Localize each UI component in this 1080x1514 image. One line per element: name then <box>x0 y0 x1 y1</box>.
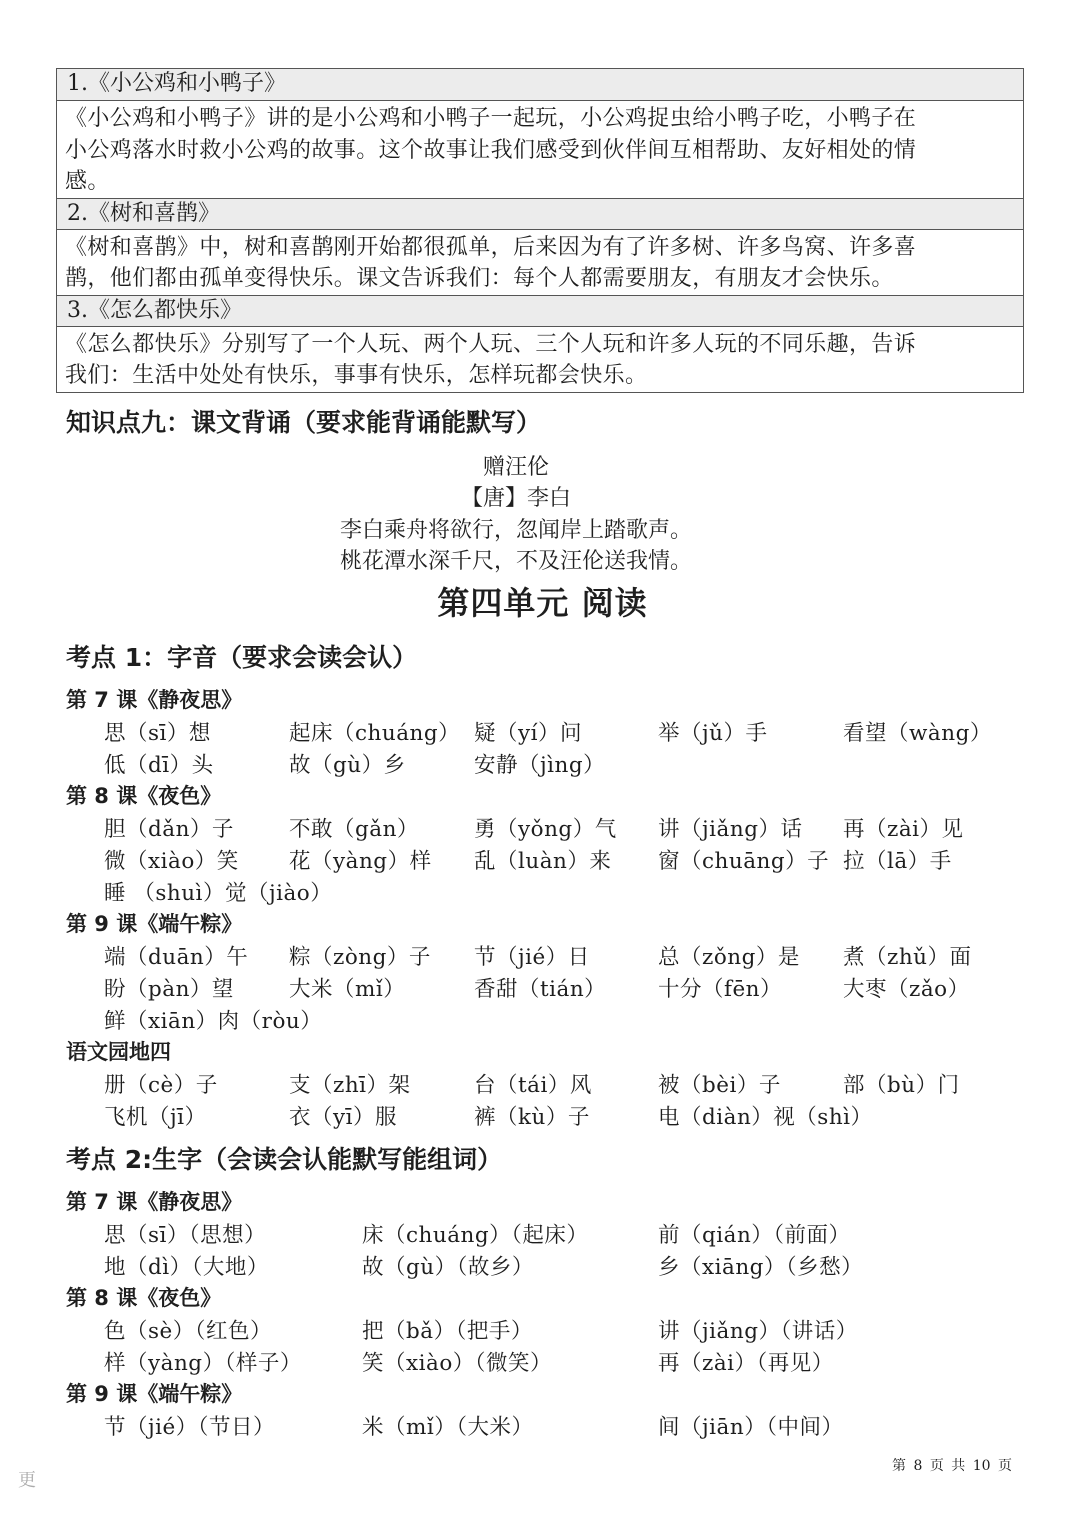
word-item: 安静（jìng） <box>474 753 606 778</box>
word-item: 故（gù）（故乡） <box>362 1255 534 1280</box>
word-item: 拉（lā）手 <box>843 849 952 874</box>
word-item: 香甜（tián） <box>474 977 607 1002</box>
kaodian-2-heading: 考点 2:生字（会读会认能默写能组词） <box>66 1145 503 1174</box>
word-item: 端（duān）午 <box>104 945 249 970</box>
word-item: 节（jié）日 <box>474 945 590 970</box>
word-item: 微（xiào）笑 <box>104 849 239 874</box>
lesson-title: 第 8 课《夜色》 <box>66 784 222 808</box>
poem-author: 【唐】李白 <box>460 486 571 511</box>
word-item: 故（gù）乡 <box>289 753 406 778</box>
word-item: 低（dī）头 <box>104 753 214 778</box>
lesson-title: 第 9 课《端午粽》 <box>66 912 243 936</box>
table-body-2: 《树和喜鹊》中，树和喜鹊刚开始都很孤单，后来因为有了许多树、许多鸟窝、许多喜 鹊，他们都由孤单变得快乐。课文告诉我们：每个人都需要朋友，有朋友才会快乐。 <box>57 229 1023 295</box>
word-item: 睡 （shuì）觉（jiào） <box>104 881 333 906</box>
word-item: 大米（mǐ） <box>289 977 406 1002</box>
lesson-title: 语文园地四 <box>66 1040 171 1064</box>
word-item: 色（sè）（红色） <box>104 1319 273 1344</box>
table-header-3: 3.《怎么都快乐》 <box>57 295 1023 326</box>
word-item: 思（sī）（思想） <box>104 1223 267 1248</box>
word-item: 大枣（zǎo） <box>843 977 970 1002</box>
word-item: 起床（chuáng） <box>289 721 461 746</box>
word-item: 衣（yī）服 <box>289 1105 398 1130</box>
word-item: 节（jié）（节日） <box>104 1415 276 1440</box>
word-item: 勇（yǒng）气 <box>474 817 617 842</box>
word-item: 盼（pàn）望 <box>104 977 234 1002</box>
word-item: 部（bù）门 <box>843 1073 960 1098</box>
word-item: 讲（jiǎng）（讲话） <box>658 1319 858 1344</box>
word-item: 飞机（jī） <box>104 1105 207 1130</box>
word-item: 再（zài）（再见） <box>658 1351 834 1376</box>
table-body-3: 《怎么都快乐》分别写了一个人玩、两个人玩、三个人玩和许多人玩的不同乐趣，告诉 我们：生活中处处有快乐，事事有快乐，怎样玩都会快乐。 <box>57 326 1023 392</box>
word-item: 粽（zòng）子 <box>289 945 431 970</box>
word-item: 被（bèi）子 <box>658 1073 781 1098</box>
word-item: 支（zhī）架 <box>289 1073 411 1098</box>
lesson-title: 第 8 课《夜色》 <box>66 1286 222 1310</box>
word-item: 胆（dǎn）子 <box>104 817 234 842</box>
knowledge-point-heading: 知识点九：课文背诵（要求能背诵能默写） <box>66 408 542 437</box>
word-item: 裤（kù）子 <box>474 1105 590 1130</box>
word-item: 讲（jiǎng）话 <box>658 817 803 842</box>
word-item: 窗（chuāng）子 <box>658 849 830 874</box>
word-item: 十分（fēn） <box>658 977 783 1002</box>
page-number: 第 8 页 共 10 页 <box>892 1458 1012 1474</box>
table-header-1: 1.《小公鸡和小鸭子》 <box>57 69 1023 100</box>
poem-line-2: 桃花潭水深千尺，不及汪伦送我情。 <box>339 549 692 574</box>
word-item: 总（zǒng）是 <box>658 945 800 970</box>
poem-title: 赠汪伦 <box>482 455 549 480</box>
word-item: 乡（xiāng）（乡愁） <box>658 1255 864 1280</box>
word-item: 前（qián）（前面） <box>658 1223 851 1248</box>
lesson-title: 第 7 课《静夜思》 <box>66 688 243 712</box>
word-item: 煮（zhǔ）面 <box>843 945 972 970</box>
kaodian-1-heading: 考点 1：字音（要求会读会认） <box>66 643 418 672</box>
word-item: 把（bǎ）（把手） <box>362 1319 533 1344</box>
word-item: 乱（luàn）来 <box>474 849 612 874</box>
word-item: 思（sī）想 <box>104 721 211 746</box>
word-item: 间（jiān）（中间） <box>658 1415 844 1440</box>
watermark-text: 更 <box>18 1470 36 1491</box>
word-item: 样（yàng）（样子） <box>104 1351 302 1376</box>
word-item: 电（diàn）视（shì） <box>658 1105 873 1130</box>
word-item: 笑（xiào）（微笑） <box>362 1351 553 1376</box>
summary-table <box>56 68 1024 393</box>
word-item: 鲜（xiān）肉（ròu） <box>104 1009 323 1034</box>
poem-line-1: 李白乘舟将欲行，忽闻岸上踏歌声。 <box>339 518 692 543</box>
word-item: 册（cè）子 <box>104 1073 218 1098</box>
lesson-title: 第 9 课《端午粽》 <box>66 1382 243 1406</box>
word-item: 床（chuáng）（起床） <box>362 1223 589 1248</box>
word-item: 举（jǔ）手 <box>658 721 768 746</box>
word-item: 看望（wàng） <box>843 721 992 746</box>
word-item: 花（yàng）样 <box>289 849 432 874</box>
word-item: 疑（yí）问 <box>474 721 583 746</box>
word-item: 不敢（gǎn） <box>289 817 419 842</box>
word-item: 米（mǐ）（大米） <box>362 1415 534 1440</box>
word-item: 台（tái）风 <box>474 1073 592 1098</box>
word-item: 地（dì）（大地） <box>104 1255 269 1280</box>
unit-title: 第四单元 阅读 <box>437 584 648 622</box>
word-item: 再（zài）见 <box>843 817 964 842</box>
lesson-title: 第 7 课《静夜思》 <box>66 1190 243 1214</box>
table-body-1: 《小公鸡和小鸭子》讲的是小公鸡和小鸭子一起玩，小公鸡捉虫给小鸭子吃，小鸭子在 小公鸡落水时救小公鸡的故事。这个故事让我们感受到伙伴间互相帮助、友好相处的情 感。 <box>57 100 1023 198</box>
table-header-2: 2.《树和喜鹊》 <box>57 198 1023 229</box>
